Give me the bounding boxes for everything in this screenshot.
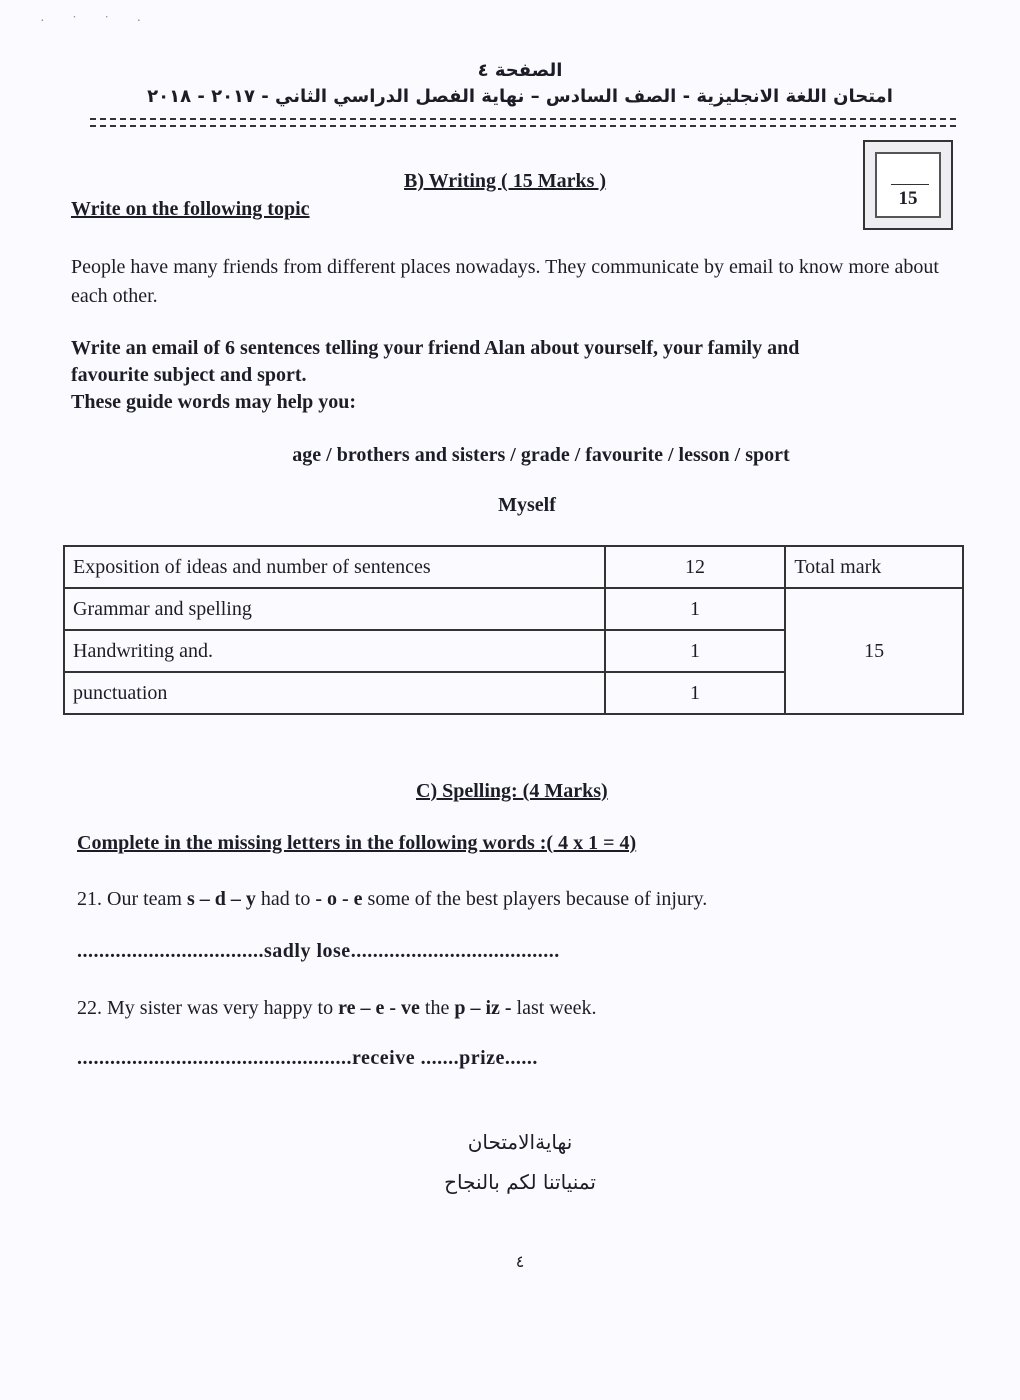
q22-word-1: re – e - ve xyxy=(338,997,420,1019)
guide-words: age / brothers and sisters / grade / favourite / lesson / sport xyxy=(292,444,790,466)
good-luck: تمنياتنا لكم بالنجاح xyxy=(444,1170,596,1194)
q21-word-1: s – d – y xyxy=(186,888,256,910)
spelling-section-title: C) Spelling: (4 Marks) xyxy=(416,780,608,802)
score-value: 15 xyxy=(898,188,918,209)
q21-mid: had to xyxy=(255,888,316,910)
score-rule xyxy=(891,184,929,185)
q21-word-2: - o - e xyxy=(315,888,363,910)
q21-lead: 21. Our team xyxy=(77,888,187,910)
question-21 xyxy=(77,885,707,914)
q22-end: last week. xyxy=(511,997,597,1019)
task-line-1: Write an email of 6 sentences telling your friend Alan about yourself, your family and xyxy=(71,337,800,359)
writing-instruction: Write on the following topic xyxy=(71,198,310,220)
criterion-cell: punctuation xyxy=(64,672,605,714)
writing-section-title: B) Writing ( 15 Marks ) xyxy=(404,170,607,192)
answer-21-text: sadly lose xyxy=(264,940,351,962)
topic-heading: Myself xyxy=(498,494,556,516)
writing-prompt: People have many friends from different places nowadays. They communicate by email to know more about each other. xyxy=(71,256,939,307)
spelling-instruction: Complete in the missing letters in the following words :( 4 x 1 = 4) xyxy=(77,832,637,854)
answer-21-dots-tail: ...................................... xyxy=(350,940,560,962)
page-label: الصفحة ٤ xyxy=(477,60,563,81)
question-22 xyxy=(77,994,597,1023)
answer-22-text: receive xyxy=(352,1047,416,1069)
total-value-cell: 15 xyxy=(785,588,963,714)
task-line-2: favourite subject and sport. xyxy=(71,364,307,386)
answer-21 xyxy=(77,940,560,963)
task-line-3: These guide words may help you: xyxy=(71,391,357,413)
criterion-cell: Exposition of ideas and number of sentences xyxy=(64,546,605,588)
answer-22 xyxy=(77,1047,538,1070)
answer-21-dots: .................................. xyxy=(77,940,264,962)
header-divider xyxy=(90,118,956,127)
q22-mid: the xyxy=(419,997,455,1019)
mark-cell: 12 xyxy=(605,546,786,588)
score-inner-frame xyxy=(875,152,941,218)
table-row xyxy=(64,546,963,588)
total-label-cell: Total mark xyxy=(785,546,963,588)
answer-22-dots: .................................................. xyxy=(77,1047,352,1069)
mark-cell: 1 xyxy=(605,588,786,630)
criterion-cell: Handwriting and. xyxy=(64,630,605,672)
table-row xyxy=(64,588,963,630)
answer-22-dots-mid: ....... xyxy=(415,1047,460,1069)
answer-22-text-2: prize xyxy=(459,1047,505,1069)
end-of-exam: نهايةالامتحان xyxy=(467,1130,573,1154)
exam-title: امتحان اللغة الانجليزية - الصف السادس – نهاية الفصل الدراسي الثاني - ٢٠١٧ - ٢٠١٨ xyxy=(147,86,893,107)
q21-end: some of the best players because of injury. xyxy=(362,888,708,910)
q22-word-2: p – iz - xyxy=(454,997,512,1019)
criterion-cell: Grammar and spelling xyxy=(64,588,605,630)
marks-table xyxy=(63,545,964,715)
page-number: ٤ xyxy=(515,1252,525,1271)
mark-cell: 1 xyxy=(605,672,786,714)
mark-cell: 1 xyxy=(605,630,786,672)
scan-specks: · ˙ ˙ · xyxy=(40,14,154,29)
q22-lead: 22. My sister was very happy to xyxy=(77,997,339,1019)
score-box xyxy=(863,140,953,230)
answer-22-dots-tail: ...... xyxy=(504,1047,538,1069)
